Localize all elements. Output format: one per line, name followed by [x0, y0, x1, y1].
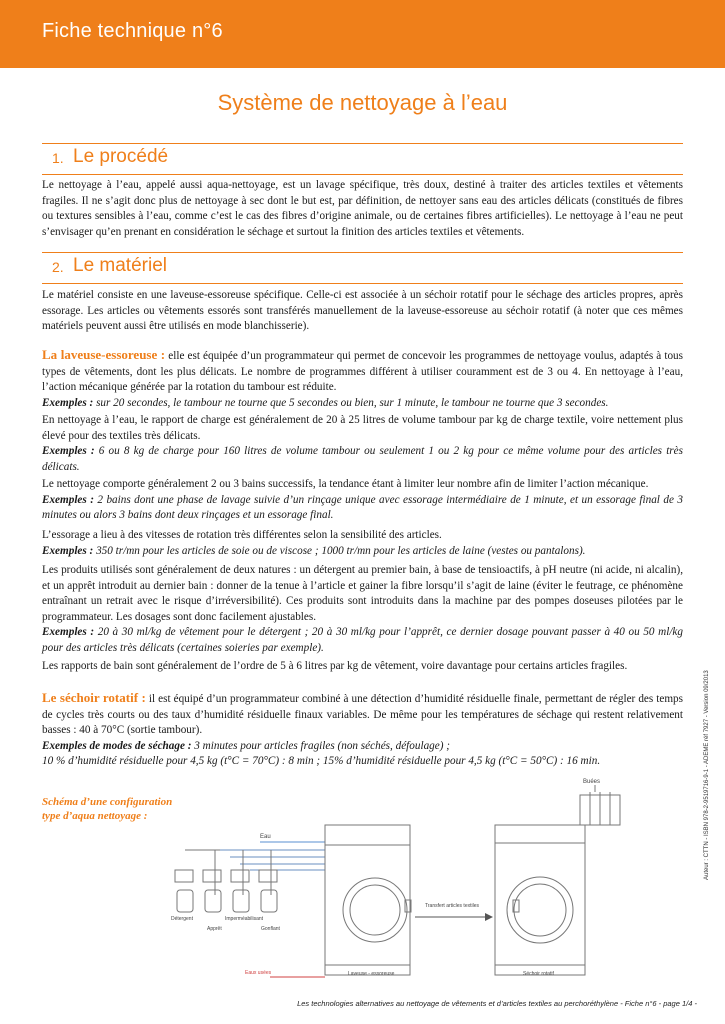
example-text: 6 ou 8 kg de charge pour 160 litres de volume tambour ou seulement 1 ou 2 kg pour ce même volume pour des articles très délicats.	[42, 445, 683, 473]
example-text: 2 bains dont une phase de lavage suivie d’un rinçage unique avec essorage intermédiaire de 1 minute, et un essorage final de 3 minutes ou alors 3 bains dont deux rinçages et un essorage final.	[42, 493, 683, 521]
paragraph-laveuse	[42, 347, 683, 411]
paragraph-produits	[42, 563, 683, 656]
appret-label: Apprêt	[207, 926, 222, 932]
example-text: 20 à 30 ml/kg de vêtement pour le détergent ; 20 à 30 ml/kg pour l’apprêt, ce dernier dosage pouvant passer à 40 ou 50 ml/kg pour des articles très délicats (certaines soieries par exemple).	[42, 626, 683, 654]
example-label: Exemples :	[42, 445, 95, 457]
section-label: Le matériel	[73, 255, 167, 276]
section-number: 1.	[52, 150, 64, 166]
section-label: Le procédé	[73, 146, 169, 167]
paragraph-charge	[42, 413, 683, 475]
example-label: Exemples :	[42, 493, 94, 506]
example-text: 10 % d’humidité résiduelle pour 4,5 kg (t°C = 70°C) : 8 min ; 15% d’humidité résiduelle pour 4,5 kg (t°C = 50°C) : 16 min.	[42, 755, 601, 767]
side-note	[702, 670, 712, 882]
washer-extractor	[325, 825, 411, 975]
laveuse-label: Laveuse - essoreuse	[348, 971, 395, 977]
section-heading-procede	[42, 143, 683, 175]
section-heading-materiel	[42, 252, 683, 284]
sechoir-label: Le séchoir rotatif :	[42, 690, 146, 705]
transfer-arrowhead	[485, 913, 493, 921]
sechoir-text: il est équipé d’un programmateur combiné à une détection d’humidité résiduelle finale, permettant de régler des temps de cycles très courts ou des taux d’humidité résiduelle finaux variables. De même pour les températures de séchage qui restent relativement basses : 40 à 70°C (sortie tambour).	[42, 693, 683, 736]
laveuse-label: La laveuse-essoreuse :	[42, 347, 166, 362]
paragraph-bains	[42, 477, 683, 524]
page-title: Système de nettoyage à l’eau	[217, 90, 508, 115]
sechoir-diagram-label: Séchoir rotatif	[523, 971, 554, 977]
example-label: Exemples :	[42, 544, 94, 557]
eau-label: Eau	[260, 834, 271, 840]
schema-caption: Schéma d’une configuration type d’aqua nettoyage :	[42, 796, 173, 822]
side-note-text: Auteur : CTTN - ISBN 978-2-9519716-9-1 - ADEME réf 7927 - Version 09/2013	[704, 670, 710, 880]
header-banner	[0, 0, 725, 68]
example-label: Exemples :	[42, 626, 95, 638]
aqua-nettoyage-diagram	[165, 770, 635, 990]
example-label: Exemples :	[42, 396, 94, 409]
gonflant-label: Gonflant	[261, 926, 280, 932]
buees-label: Buées	[583, 779, 601, 785]
paragraph-sechoir	[42, 690, 683, 770]
banner-title: Fiche technique n°6	[42, 20, 223, 42]
example-text: sur 20 secondes, le tambour ne tourne que 5 secondes ou bien, sur 1 minute, le tambour ne tourne que 3 secondes.	[93, 396, 609, 409]
essorage-text: L’essorage a lieu à des vitesses de rotation très différentes selon la sensibilité des articles.	[42, 529, 442, 541]
footer-text: Les technologies alternatives au nettoyage de vêtements et d’articles textiles au perchoréthylène - Fiche n°6 - page 1/4 -	[297, 999, 697, 1008]
exhaust-stack	[580, 785, 620, 825]
example-text: 350 tr/mn pour les articles de soie ou de viscose ; 1000 tr/mn pour les articles de laine (vestes ou pantalons).	[93, 544, 586, 557]
section-number: 2.	[52, 259, 64, 275]
bains-text: Le nettoyage comporte généralement 2 ou 3 bains successifs, la tendance étant à limiter leur nombre afin de limiter l’action mécanique.	[42, 478, 649, 490]
transfer-label: Transfert articles textiles	[425, 903, 479, 909]
paragraph-essorage	[42, 528, 683, 559]
paragraph-rapports-bain: Les rapports de bain sont généralement de l’ordre de 5 à 6 litres par kg de vêtement, voire davantage pour certains articles fragiles.	[42, 660, 628, 672]
charge-text: En nettoyage à l’eau, le rapport de charge est généralement de 20 à 25 litres de volume tambour par kg de charge textile, voire nettement plus élevé pour des textiles très délicats.	[42, 414, 683, 442]
impermeabilisant-label: Imperméabilisant	[225, 916, 264, 922]
example-text: 3 minutes pour articles fragiles (non séchés, défoulage) ;	[191, 739, 450, 752]
paragraph-materiel: Le matériel consiste en une laveuse-essoreuse spécifique. Celle-ci est associée à un séchoir rotatif pour le séchage des articles propres, après essorage. Les articles ou vêtements essorés sont transférés manuellement de la laveuse-essoreuse au séchoir rotatif (à noter que ces mêmes matériels peuvent aussi être utilisés en mode blanchisserie).	[42, 289, 683, 332]
eaux-usees-label: Eaux usées	[245, 970, 272, 976]
rotary-dryer	[495, 825, 585, 975]
produits-text: Les produits utilisés sont généralement de deux natures : un détergent au premier bain, à base de tensioactifs, à pH neutre (ni acide, ni alcalin), et un apprêt introduit au dernier bain : donner de la tenue à l’article et gainer la fibre lorsqu’il s’agit de laine (éviter le feutrage, ce phénomène entraînant un retrait avec le risque d’irréversibilité). Ces produits sont introduits dans la machine par des pompes doseuses pilotées par le programmateur. Les dosages sont donc facilement ajustables.	[42, 564, 683, 623]
example-label: Exemples de modes de séchage :	[42, 739, 192, 752]
laveuse-text: elle est équipée d’un programmateur qui permet de concevoir les programmes de nettoyage voulus, adaptés à tous types de vêtements, dont les plus délicats. Le nombre de programmes différent à utiliser couramment est de 3 ou 4. En nettoyage à l’eau, l’action mécanique générée par la rotation du tambour est réduite.	[42, 350, 684, 393]
detergent-label: Détergent	[171, 916, 193, 922]
paragraph-procede: Le nettoyage à l’eau, appelé aussi aqua-nettoyage, est un lavage spécifique, très doux, destiné à traiter des articles textiles et vêtements fragiles. Il ne s’agit donc plus de nettoyage à sec dont le but est, par définition, de nettoyer sans eau des articles délicats (constitués de fibres ou textures sensibles à l’eau, comme c’est le cas des fibres d’origine animale, ou de certaines fibres artificielles). Le nettoyage à l’eau ne peut s’envisager qu’en prenant en considération le séchage et surtout la finition des articles textiles et vêtements.	[42, 179, 683, 238]
dosing-pumps	[175, 850, 325, 912]
